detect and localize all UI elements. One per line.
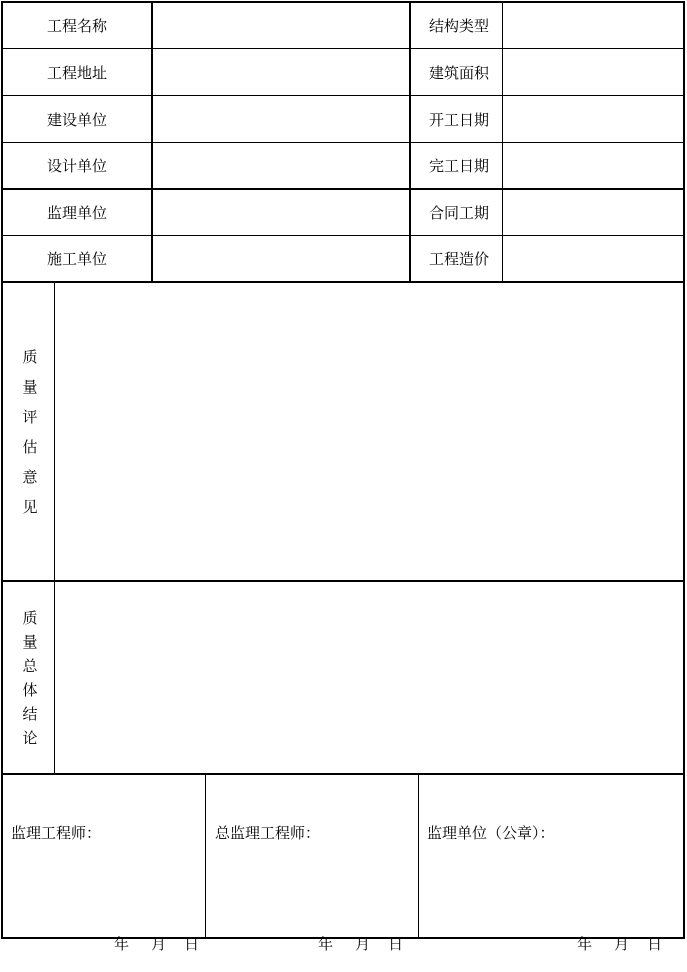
label-char: 质 xyxy=(22,609,38,627)
project-cost-value[interactable] xyxy=(503,236,683,281)
supervision-unit-seal-label: 监理单位（公章）： xyxy=(427,824,555,842)
building-area-label: 建筑面积 xyxy=(429,63,490,82)
label-char: 意 xyxy=(22,467,38,486)
date-month: 月 xyxy=(614,935,630,953)
date-year: 年 xyxy=(577,935,593,953)
project-cost-label: 工程造价 xyxy=(429,250,490,268)
supervising-engineer-date xyxy=(95,915,199,972)
supervision-unit-date xyxy=(558,915,662,972)
date-year: 年 xyxy=(114,935,130,953)
date-day: 日 xyxy=(388,935,404,953)
project-name-value[interactable] xyxy=(153,3,409,48)
section-label-divider xyxy=(54,282,55,774)
quality-conclusion-content[interactable] xyxy=(56,583,683,773)
start-date-value[interactable] xyxy=(503,96,683,142)
date-year: 年 xyxy=(318,935,334,953)
construction-owner-label: 建设单位 xyxy=(47,110,108,129)
completion-date-value[interactable] xyxy=(503,143,683,188)
signature-divider xyxy=(418,774,419,939)
completion-date-label: 完工日期 xyxy=(429,157,490,175)
supervision-unit-value[interactable] xyxy=(153,190,409,235)
section-divider xyxy=(3,773,683,775)
label-char: 总 xyxy=(22,657,38,675)
construction-owner-value[interactable] xyxy=(153,96,409,142)
date-day: 日 xyxy=(184,935,200,953)
column-divider xyxy=(409,3,411,282)
label-char: 评 xyxy=(22,407,38,426)
date-month: 月 xyxy=(151,935,167,953)
label-char: 论 xyxy=(22,729,38,747)
label-char: 量 xyxy=(22,377,38,396)
supervising-engineer-label: 监理工程师： xyxy=(11,824,102,842)
start-date-label: 开工日期 xyxy=(429,110,490,129)
design-unit-label: 设计单位 xyxy=(47,157,108,175)
supervision-unit-label: 监理单位 xyxy=(47,204,108,222)
chief-engineer-date xyxy=(299,915,403,972)
structure-type-label: 结构类型 xyxy=(429,17,490,35)
date-month: 月 xyxy=(355,935,371,953)
contractor-value[interactable] xyxy=(153,236,409,281)
contract-period-label: 合同工期 xyxy=(429,204,490,222)
label-char: 见 xyxy=(22,497,38,516)
building-area-value[interactable] xyxy=(503,49,683,95)
project-address-label: 工程地址 xyxy=(47,63,108,82)
section-divider xyxy=(3,580,683,582)
contract-period-value[interactable] xyxy=(503,190,683,235)
project-name-label: 工程名称 xyxy=(47,17,108,35)
quality-conclusion-label xyxy=(19,583,41,773)
label-char: 量 xyxy=(22,633,38,651)
design-unit-value[interactable] xyxy=(153,143,409,188)
label-char: 体 xyxy=(22,681,38,699)
chief-supervising-engineer-label: 总监理工程师： xyxy=(215,824,321,842)
label-char: 估 xyxy=(22,437,38,456)
quality-assessment-label xyxy=(19,283,41,580)
label-char: 结 xyxy=(22,705,38,723)
structure-type-value[interactable] xyxy=(503,3,683,48)
signature-divider xyxy=(205,774,206,939)
quality-assessment-form xyxy=(1,1,685,953)
date-day: 日 xyxy=(647,935,663,953)
quality-assessment-content[interactable] xyxy=(56,283,683,580)
project-address-value[interactable] xyxy=(153,49,409,95)
contractor-label: 施工单位 xyxy=(47,250,108,268)
label-char: 质 xyxy=(22,347,38,366)
